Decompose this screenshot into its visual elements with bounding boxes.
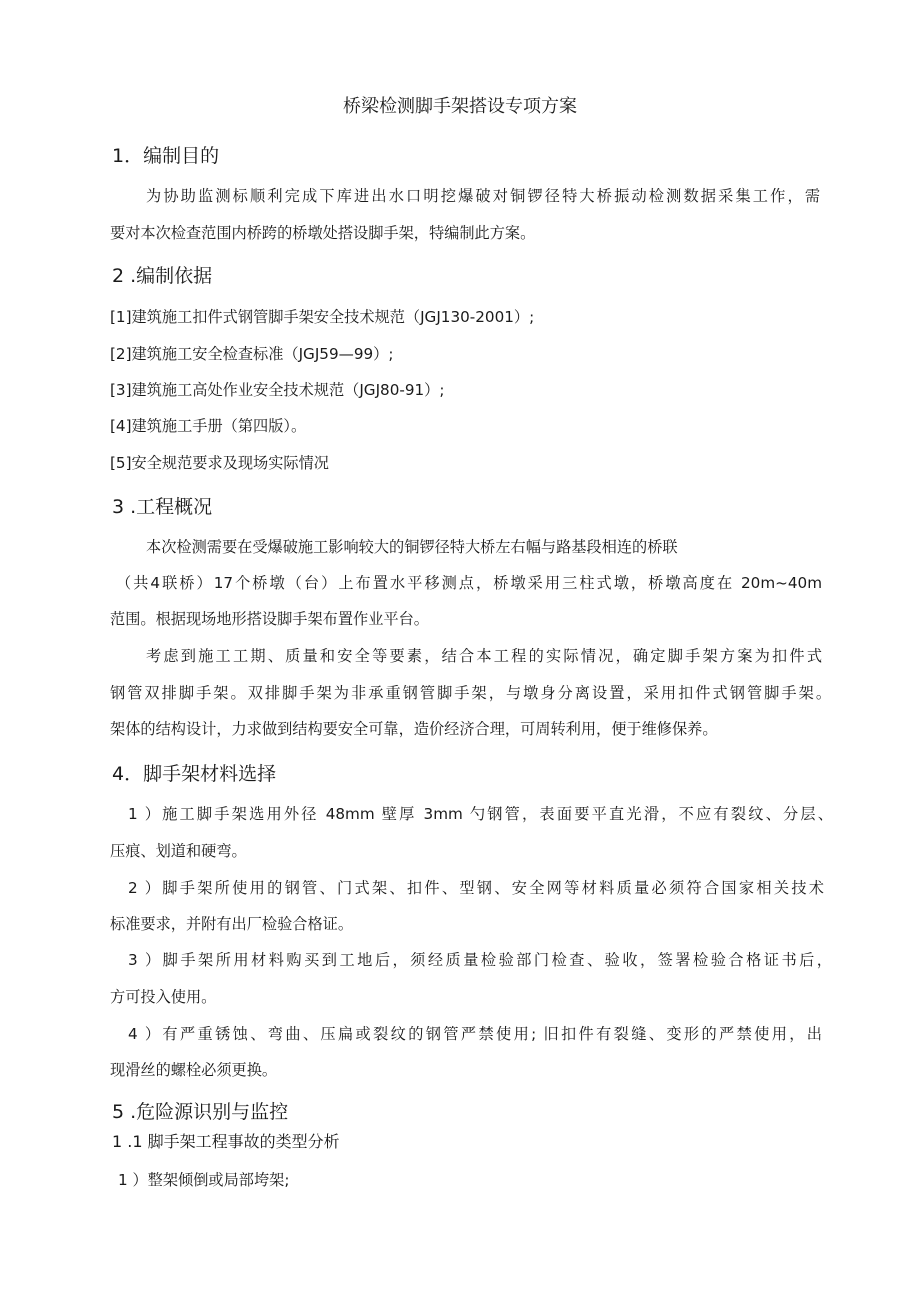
section-5-heading: 5 .危险源识别与监控 [112, 1101, 289, 1123]
material-item-line: 现滑丝的螺栓必须更换。 [110, 1061, 278, 1079]
section-1-paragraph-line: 要对本次检查范围内桥跨的桥墩处搭设脚手架，特编制此方案。 [110, 224, 536, 242]
material-item-line: 2 ）脚手架所使用的钢管、门式架、扣件、型钢、安全网等材料质量必须符合国家相关技术 [128, 879, 824, 897]
reference-item: [3]建筑施工高处作业安全技术规范（JGJ80-91）; [110, 381, 445, 399]
section-3-paragraph-line: 考虑到施工工期、质量和安全等要素，结合本工程的实际情况，确定脚手架方案为扣件式 [146, 647, 822, 665]
material-item-line: 4 ）有严重锈蚀、弯曲、压扁或裂纹的钢管严禁使用; 旧扣件有裂缝、变形的严禁使用，出 [128, 1025, 822, 1043]
reference-item: [5]安全规范要求及现场实际情况 [110, 454, 329, 472]
section-3-paragraph-line: 架体的结构设计，力求做到结构要安全可靠，造价经济合理，可周转利用，便于维修保养。 [110, 720, 718, 738]
section-3-paragraph-line: 钢管双排脚手架。双排脚手架为非承重钢管脚手架，与墩身分离设置，采用扣件式钢管脚手架。 [110, 684, 831, 702]
reference-item: [1]建筑施工扣件式钢管脚手架安全技术规范（JGJ130-2001）; [110, 308, 535, 326]
section-5-subheading: 1 .1 脚手架工程事故的类型分析 [112, 1132, 340, 1151]
section-1-heading: 1．编制目的 [112, 145, 220, 167]
document-title: 桥梁检测脚手架搭设专项方案 [343, 96, 577, 117]
section-3-paragraph-line: 本次检测需要在受爆破施工影响较大的铜锣径特大桥左右幅与路基段相连的桥联 [146, 538, 678, 556]
section-4-heading: 4．脚手架材料选择 [112, 763, 277, 785]
material-item-line: 3 ）脚手架所用材料购买到工地后，须经质量检验部门检查、验收，签署检验合格证书后， [128, 951, 832, 969]
material-item-line: 方可投入使用。 [110, 988, 217, 1006]
material-item-line: 压痕、划道和硬弯。 [110, 842, 247, 860]
material-item-line: 1 ）施工脚手架选用外径 48mm 壁厚 3mm 勺钢管，表面要平直光滑，不应有裂纹、分层、 [128, 805, 833, 823]
section-3-paragraph-line: （共4联桥）17个桥墩（台）上布置水平移测点，桥墩采用三柱式墩，桥墩高度在 20m~40m [116, 574, 822, 592]
section-2-heading: 2 .编制依据 [112, 265, 213, 287]
reference-item: [4]建筑施工手册（第四版）。 [110, 417, 307, 435]
section-1-paragraph-line: 为协助监测标顺利完成下库进出水口明挖爆破对铜锣径特大桥振动检测数据采集工作，需 [146, 187, 820, 205]
section-3-paragraph-line: 范围。根据现场地形搭设脚手架布置作业平台。 [110, 610, 429, 628]
reference-item: [2]建筑施工安全检查标准（JGJ59—99）; [110, 345, 394, 363]
section-3-heading: 3 .工程概况 [112, 496, 213, 518]
material-item-line: 标准要求，并附有出厂检验合格证。 [110, 915, 353, 933]
hazard-item: 1 ）整架倾倒或局部垮架; [118, 1171, 290, 1189]
